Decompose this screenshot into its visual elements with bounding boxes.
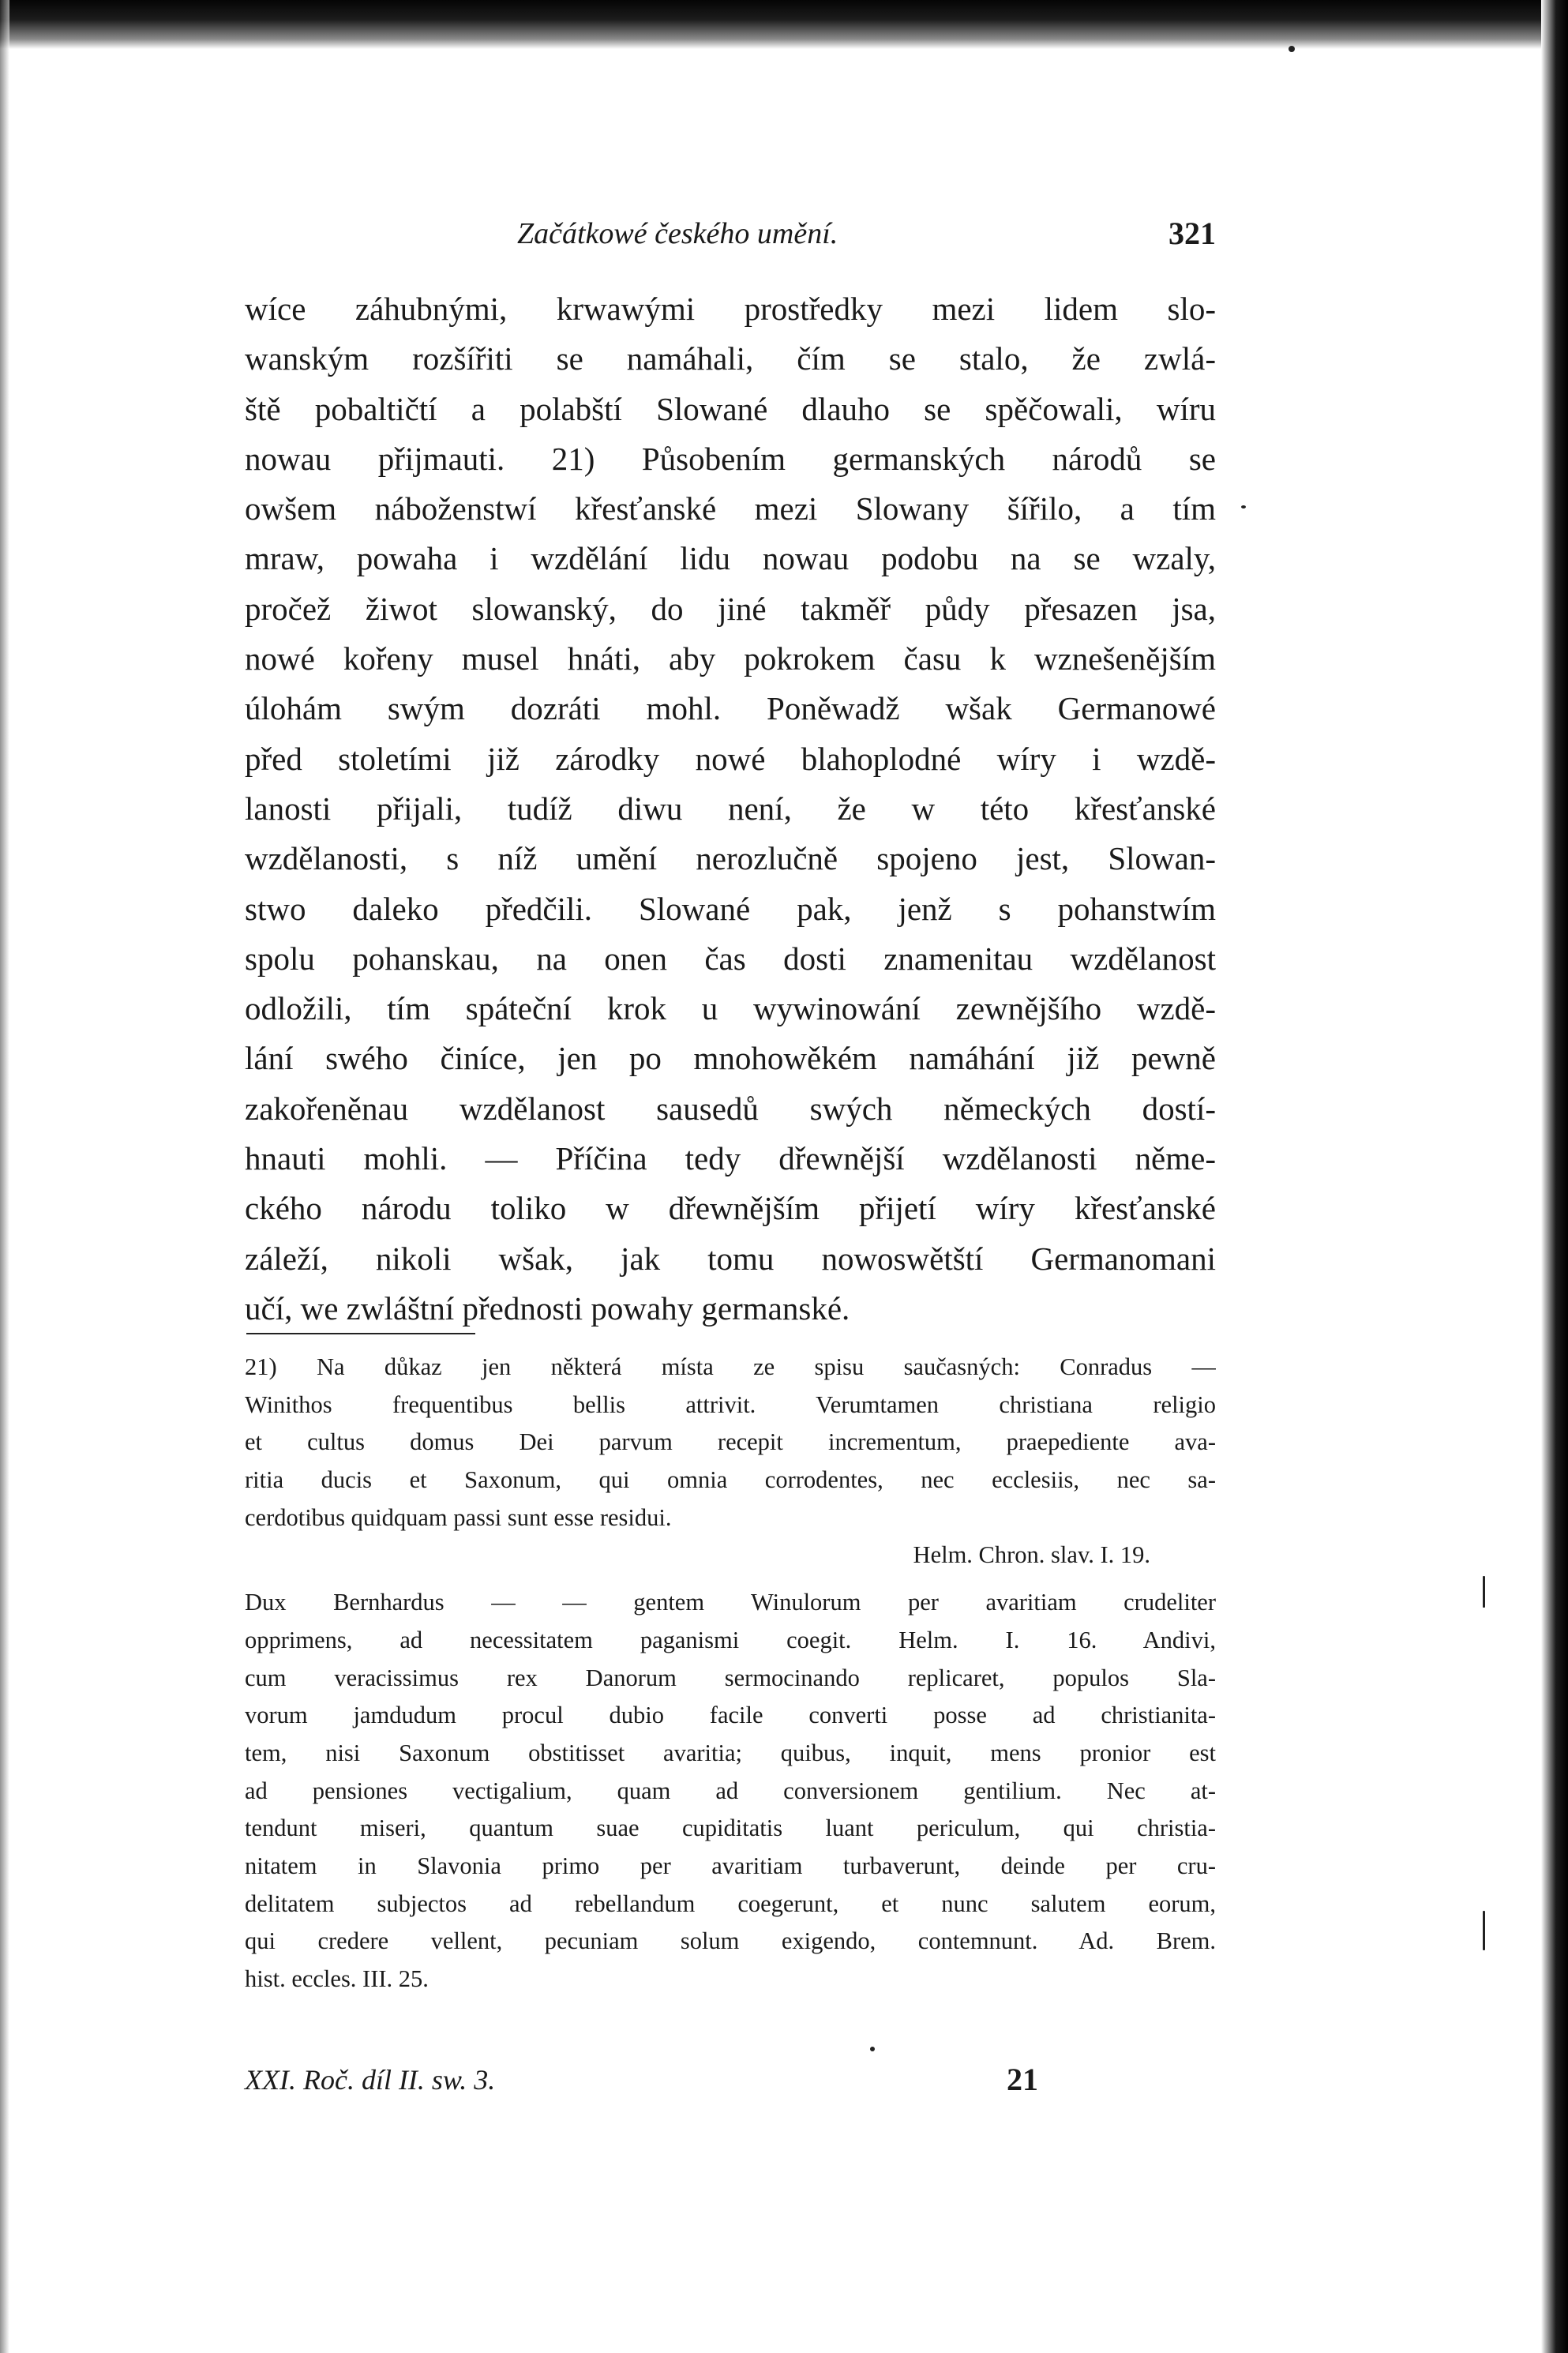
- signature-line: [245, 2056, 1038, 2103]
- running-head: [245, 212, 1216, 256]
- text-line: odložili, tím spáteční krok u wywinowání zewnějšího wzdě-: [245, 990, 1216, 1027]
- footnote-line: delitatem subjectos ad rebellandum coegerunt, et nunc salutem eorum,: [245, 1890, 1216, 1917]
- text-line: spolu pohanskau, na onen čas dosti znamenitau wzdělanost: [245, 940, 1216, 977]
- text-line: owšem náboženstwí křesťanské mezi Slowany šířilo, a tím: [245, 490, 1216, 527]
- footnote-line: qui credere vellent, pecuniam solum exigendo, contemnunt. Ad. Brem.: [245, 1927, 1216, 1955]
- footnote-line: nitatem in Slavonia primo per avaritiam turbaverunt, deinde per cru-: [245, 1852, 1216, 1879]
- text-line: lání swého činíce, jen po mnohowěkém namáhání již pewně: [245, 1040, 1216, 1077]
- footnote-line: tem, nisi Saxonum obstitisset avaritia; quibus, inquit, mens pronior est: [245, 1739, 1216, 1766]
- text-line: učí, we zwláštní přednosti powahy germanské.: [245, 1289, 850, 1327]
- page-number: 321: [1168, 216, 1216, 251]
- text-line: ckého národu toliko w dřewnějším přijetí wíry křesťanské: [245, 1190, 1216, 1227]
- scan-top-edge: [0, 0, 1568, 49]
- text-line: ště pobaltičtí a polabští Slowané dlauho se spěčowali, wíru: [245, 390, 1216, 427]
- volume-mark: XXI. Roč. díl II. sw. 3.: [245, 2064, 496, 2096]
- text-line: stwo daleko předčili. Slowané pak, jenž s pohanstwím: [245, 890, 1216, 927]
- scan-speck: [870, 2047, 875, 2051]
- text-line: zakořeněnau wzdělanost sausedů swých německých dostí-: [245, 1090, 1216, 1127]
- footnote-line: vorum jamdudum procul dubio facile converti posse ad christianita-: [245, 1702, 1216, 1729]
- text-line: mraw, powaha i wzdělání lidu nowau podobu na se wzaly,: [245, 540, 1216, 577]
- footnote-line: ritia ducis et Saxonum, qui omnia corrodentes, nec ecclesiis, nec sa-: [245, 1466, 1216, 1494]
- text-line: wanským rozšířiti se namáhali, čím se stalo, že zwlá-: [245, 340, 1216, 377]
- footnote-citation: Helm. Chron. slav. I. 19.: [913, 1541, 1150, 1569]
- running-title: Začátkowé českého umění.: [517, 217, 838, 250]
- text-line: lanosti přijali, tudíž diwu není, že w této křesťanské: [245, 790, 1216, 827]
- footnote-line: cerdotibus quidquam passi sunt esse residui.: [245, 1503, 672, 1531]
- footnote-line: et cultus domus Dei parvum recepit incrementum, praepediente ava-: [245, 1428, 1216, 1456]
- scan-speck: [1483, 1576, 1485, 1608]
- scan-speck: [1241, 505, 1246, 509]
- text-line: nowau přijmauti. 21) Působením germanských národů se: [245, 440, 1216, 477]
- main-text: [245, 284, 1216, 1334]
- text-line: wzdělanosti, s níž umění nerozlučně spojeno jest, Slowan-: [245, 840, 1216, 877]
- text-line: pročež žiwot slowanský, do jiné takměř půdy přesazen jsa,: [245, 590, 1216, 627]
- scan-right-edge: [1541, 0, 1568, 2353]
- text-line: nowé kořeny musel hnáti, aby pokrokem času k wznešenějším: [245, 640, 1216, 677]
- scan-left-edge: [0, 0, 9, 2353]
- text-line: úlohám swým dozráti mohl. Poněwadž wšak Germanowé: [245, 690, 1216, 727]
- footnote-line: 21) Na důkaz jen některá místa ze spisu saučasných: Conradus —: [245, 1353, 1216, 1380]
- footnote-line: ad pensiones vectigalium, quam ad conversionem gentilium. Nec at-: [245, 1777, 1216, 1804]
- footnote-line: Dux Bernhardus — — gentem Winulorum per avaritiam crudeliter: [245, 1589, 1216, 1616]
- footnote-line: Winithos frequentibus bellis attrivit. Verumtamen christiana religio: [245, 1390, 1216, 1418]
- footnote-line: cum veracissimus rex Danorum sermocinando replicaret, populos Sla-: [245, 1664, 1216, 1691]
- text-line: před stoletími již zárodky nowé blahoplodné wíry i wzdě-: [245, 740, 1216, 777]
- scan-speck: [1289, 46, 1295, 52]
- footnote-line: opprimens, ad necessitatem paganismi coegit. Helm. I. 16. Andivi,: [245, 1626, 1216, 1653]
- text-line: hnauti mohli. — Příčina tedy dřewnější wzdělanosti něme-: [245, 1140, 1216, 1177]
- text-line: wíce záhubnými, krwawými prostředky mezi lidem slo-: [245, 291, 1216, 327]
- text-line: záleží, nikoli wšak, jak tomu nowoswětští Germanomani: [245, 1240, 1216, 1277]
- footnote-gap: [245, 1574, 1216, 1584]
- footnote-line: tendunt miseri, quantum suae cupiditatis luant periculum, qui christia-: [245, 1814, 1216, 1842]
- footnotes: [245, 1349, 1216, 1998]
- footnote-rule: [246, 1333, 475, 1334]
- footnote-line: hist. eccles. III. 25.: [245, 1965, 429, 1992]
- sheet-number: 21: [1007, 2062, 1038, 2097]
- scan-speck: [1483, 1911, 1485, 1950]
